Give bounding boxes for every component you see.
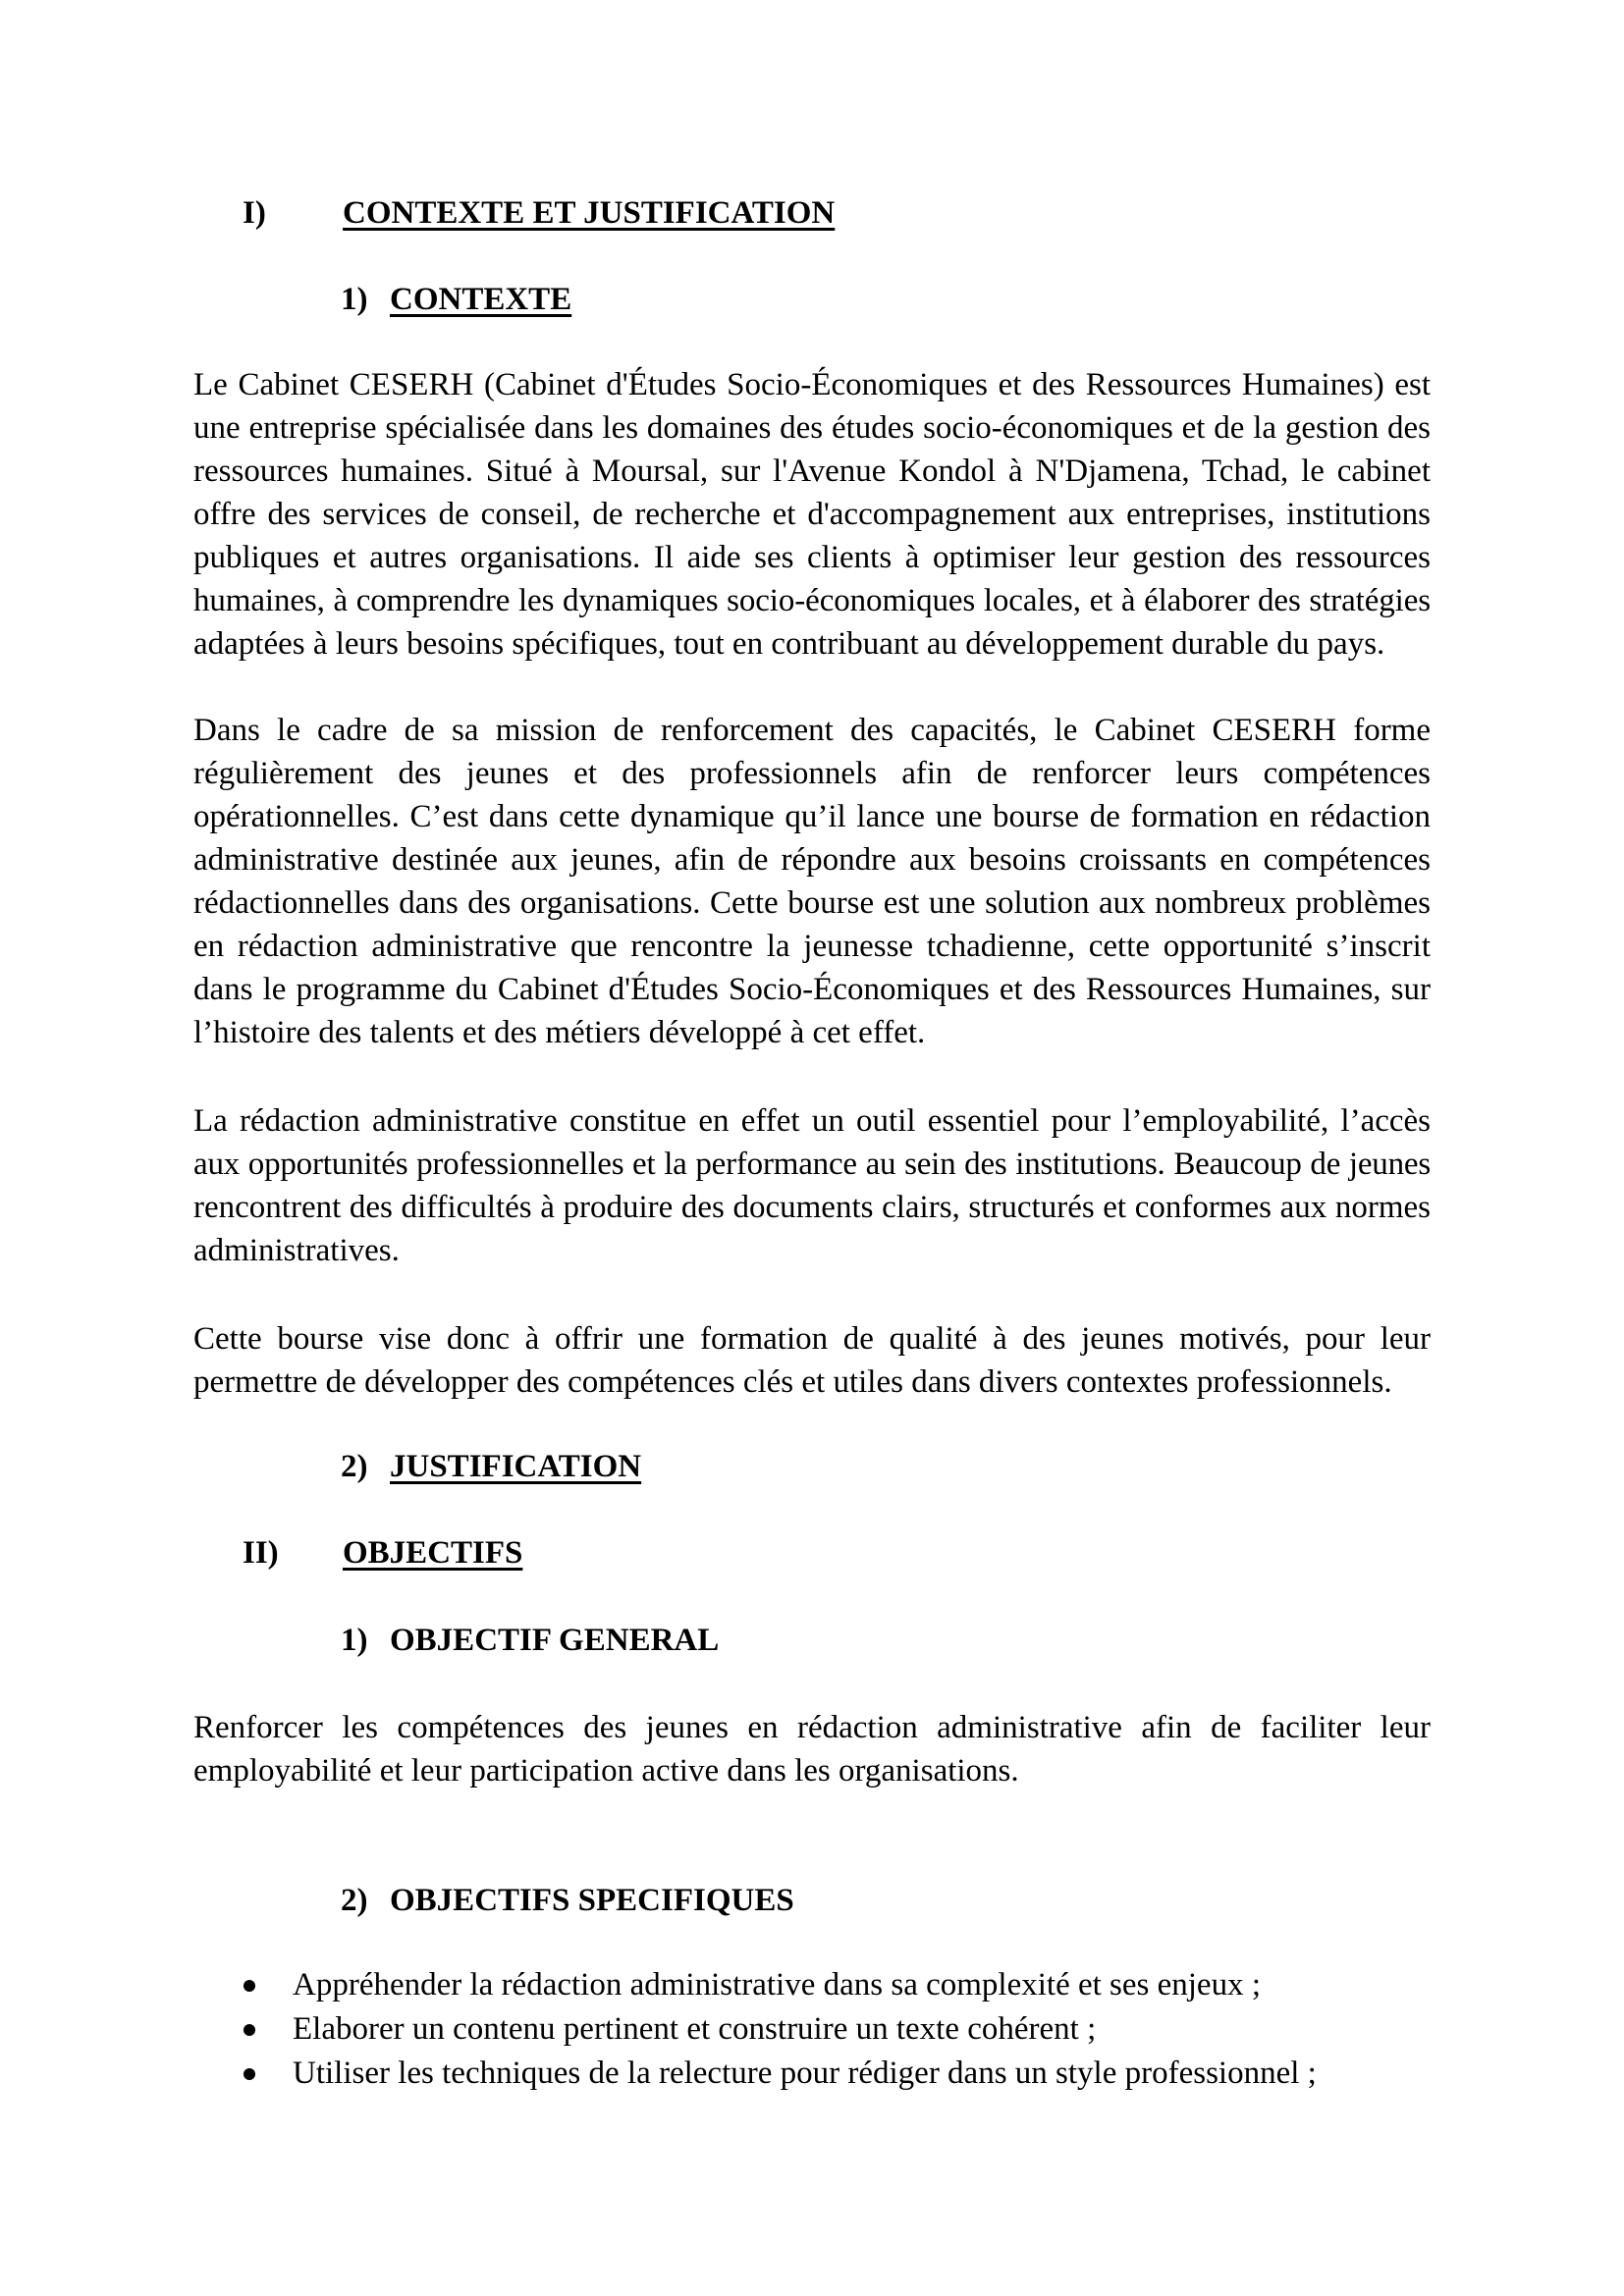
paragraph-line: l’histoire des talents et des métiers développé à cet effet.	[193, 1015, 926, 1050]
paragraph-line: La rédaction administrative constitue en effet un outil essentiel pour l’employabilité, l’accès	[193, 1103, 1431, 1139]
paragraph-line: ressources humaines. Situé à Moursal, sur l'Avenue Kondol à N'Djamena, Tchad, le cabinet	[193, 454, 1431, 489]
subsection-heading-objectifs-specifiques	[0, 1879, 1624, 1922]
paragraph-line: adaptées à leurs besoins spécifiques, tout en contribuant au développement durable du pays.	[193, 626, 1385, 662]
paragraph-line: Dans le cadre de sa mission de renforcement des capacités, le Cabinet CESERH forme	[193, 713, 1431, 748]
paragraph-contexte-4	[193, 1317, 1431, 1404]
bullet-icon	[244, 1980, 255, 1992]
paragraph-line: en rédaction administrative que rencontre la jeunesse tchadienne, cette opportunité s’inscrit	[193, 929, 1431, 964]
subsection-number: 1)	[341, 1623, 368, 1658]
section-heading-objectifs	[0, 1531, 1624, 1575]
paragraph-line: offre des services de conseil, de recherche et d'accompagnement aux entreprises, institutions	[193, 497, 1431, 532]
paragraph-line: aux opportunités professionnelles et la performance au sein des institutions. Beaucoup de jeunes	[193, 1147, 1431, 1182]
list-item	[0, 1963, 1624, 2007]
subsection-heading-objectif-general	[0, 1619, 1624, 1662]
list-item-text: Appréhender la rédaction administrative dans sa complexité et ses enjeux ;	[293, 1967, 1261, 2002]
bullet-icon	[244, 2024, 255, 2036]
section-heading-contexte-justification	[0, 191, 1624, 235]
subsection-title: OBJECTIF GENERAL	[390, 1623, 720, 1658]
paragraph-line: permettre de développer des compétences clés et utiles dans divers contextes professionnels.	[193, 1364, 1392, 1400]
paragraph-line: régulièrement des jeunes et des professionnels afin de renforcer leurs compétences	[193, 756, 1431, 791]
paragraph-line: une entreprise spécialisée dans les domaines des études socio-économiques et de la gestion des	[193, 410, 1431, 446]
paragraph-contexte-2	[193, 709, 1431, 1054]
paragraph-line: Le Cabinet CESERH (Cabinet d'Études Socio-Économiques et des Ressources Humaines) est	[193, 367, 1431, 402]
paragraph-line: administratives.	[193, 1233, 400, 1268]
bullet-icon	[244, 2068, 255, 2080]
paragraph-line: rédactionnelles dans des organisations. Cette bourse est une solution aux nombreux problèmes	[193, 885, 1431, 921]
paragraph-line: opérationnelles. C’est dans cette dynamique qu’il lance une bourse de formation en rédaction	[193, 799, 1431, 834]
section-number: II)	[243, 1535, 279, 1571]
subsection-heading-contexte	[0, 278, 1624, 321]
paragraph-line: dans le programme du Cabinet d'Études Socio-Économiques et des Ressources Humaines, sur	[193, 972, 1431, 1007]
section-title: OBJECTIFS	[343, 1535, 523, 1571]
bullet-list-objectifs-specifiques	[0, 1963, 1624, 2096]
paragraph-line: rencontrent des difficultés à produire des documents clairs, structurés et conformes aux normes	[193, 1190, 1431, 1225]
paragraph-objectif-general	[193, 1706, 1431, 1792]
paragraph-contexte-1	[193, 363, 1431, 666]
section-number: I)	[243, 195, 266, 231]
subsection-heading-justification	[0, 1445, 1624, 1488]
subsection-title: CONTEXTE	[390, 282, 572, 317]
subsection-number: 1)	[341, 282, 368, 317]
list-item-text: Elaborer un contenu pertinent et construire un texte cohérent ;	[293, 2011, 1097, 2047]
subsection-title: JUSTIFICATION	[390, 1449, 642, 1484]
subsection-title: OBJECTIFS SPECIFIQUES	[390, 1883, 794, 1918]
list-item	[0, 2052, 1624, 2096]
subsection-number: 2)	[341, 1449, 368, 1484]
paragraph-line: employabilité et leur participation active dans les organisations.	[193, 1753, 1019, 1789]
paragraph-contexte-3	[193, 1099, 1431, 1272]
paragraph-line: administrative destinée aux jeunes, afin de répondre aux besoins croissants en compétences	[193, 842, 1431, 878]
section-title: CONTEXTE ET JUSTIFICATION	[343, 195, 836, 231]
list-item	[0, 2007, 1624, 2052]
subsection-number: 2)	[341, 1883, 368, 1918]
paragraph-line: Renforcer les compétences des jeunes en rédaction administrative afin de faciliter leur	[193, 1710, 1431, 1745]
paragraph-line: publiques et autres organisations. Il aide ses clients à optimiser leur gestion des ressources	[193, 540, 1431, 575]
paragraph-line: Cette bourse vise donc à offrir une formation de qualité à des jeunes motivés, pour leur	[193, 1321, 1431, 1357]
list-item-text: Utiliser les techniques de la relecture pour rédiger dans un style professionnel ;	[293, 2056, 1317, 2091]
paragraph-line: humaines, à comprendre les dynamiques socio-économiques locales, et à élaborer des stratégies	[193, 583, 1431, 618]
